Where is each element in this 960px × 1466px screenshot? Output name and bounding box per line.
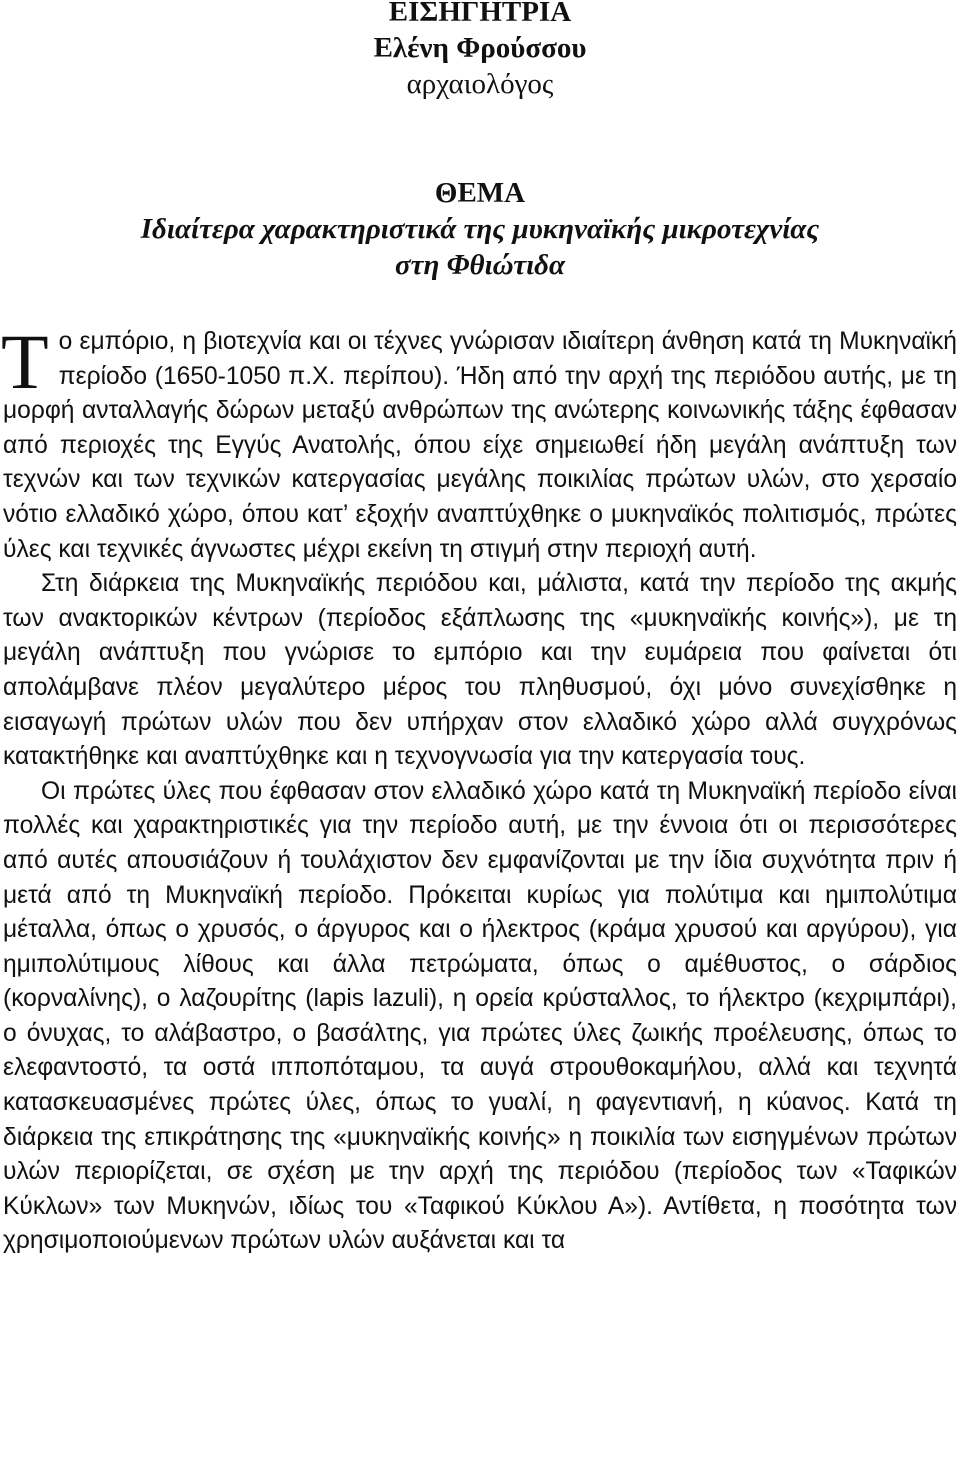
topic-title-line1: Ιδιαίτερα χαρακτηριστικά της μυκηναϊκής μικροτεχνίας	[140, 213, 820, 245]
topic-title-line2: στη Φθιώτιδα	[394, 249, 566, 281]
topic-label: ΘΕΜΑ	[434, 177, 526, 209]
paragraph-3: Οι πρώτες ύλες που έφθασαν στον ελλαδικό χώρο κατά τη Μυκηναϊκή περίοδο είναι πολλές και χαρακτηριστικές για την περίοδο αυτή, με την έννοια ότι οι περισσότερες από αυτές απουσιάζουν ή τουλάχιστον δεν εμφανίζονται με την ίδια συχνότητα πριν ή μετά από τη Μυκηναϊκή περίοδο. Πρόκειται κυρίως για πολύτιμα και ημιπολύτιμα μέταλλα, όπως ο χρυσός, ο άργυρος και ο ήλεκτρος (κράμα χρυσού και αργύρου), για ημιπολύτιμους λίθους και άλλα πετρώματα, όπως ο αμέθυστος, ο σάρδιος (κορναλίνης), ο λαζουρίτης (lapis lazuli), η ορεία κρύσταλλος, το ήλεκτρο (κεχριμπάρι), ο όνυχας, το αλάβαστρο, ο βασάλτης, για πρώτες ύλες ζωικής προέλευσης, όπως το ελεφαντοστό, τα οστά ιπποπόταμου, τα αυγά στρουθοκαμήλου, αλλά και τεχνητά κατασκευασμένες πρώτες ύλες, όπως το γυαλί, η φαγεντιανή, η κύανος. Κατά τη διάρκεια της επικράτησης της «μυκηναϊκής κοινής» η ποικιλία των εισηγμένων πρώτων υλών περιορίζεται, σε σχέση με την αρχή της περιόδου (περίοδος των «Ταφικών Κύκλων» των Μυκηνών, ιδίως του «Ταφικού Κύκλου Α»). Αντίθετα, η ποσότητα των χρησιμοποιούμενων πρώτων υλών αυξάνεται και τα	[3, 777, 957, 1255]
presenter-name: Ελένη Φρούσσου	[373, 32, 587, 64]
presenter-title: αρχαιολόγος	[406, 68, 554, 100]
presenter-role: ΕΙΣΗΓΗΤΡΙΑ	[388, 0, 572, 28]
presenter-block	[0, 0, 960, 102]
paragraph-1	[1, 318, 957, 567]
paragraph-2: Στη διάρκεια της Μυκηναϊκής περιόδου και, μάλιστα, κατά την περίοδο της ακμής των ανακτορικών κέντρων (περίοδος εξάπλωσης της «μυκηναϊκής κοινής»), με τη μεγάλη ανάπτυξη που γνώρισε το εμπόριο και την ευμάρεια που φαίνεται ότι απολάμβανε πλέον μεγαλύτερο μέρος του πληθυσμού, όχι μόνο συνεχίσθηκε η εισαγωγή πρώτων υλών που δεν υπήρχαν στον ελλαδικό χώρο αλλά συγχρόνως κατακτήθηκε και αναπτύχθηκε και η τεχνογνωσία για την κατεργασία τους.	[3, 570, 957, 771]
paragraph-1-text: ο εμπόριο, η βιοτεχνία και οι τέχνες γνώρισαν ιδιαίτερη άνθηση κατά τη Μυκηναϊκή περίοδο (1650-1050 π.Χ. περίπου). Ήδη από την αρχή της περιόδου αυτής, με τη μορφή ανταλλαγής δώρων μεταξύ ανθρώπων της ανώτερης κοινωνικής τάξης έφθασαν από περιοχές της Εγγύς Ανατολής, όπου είχε σημειωθεί ήδη μεγάλη ανάπτυξη των τεχνών και των τεχνικών κατεργασίας μεγάλης ποικιλίας πρώτων υλών, στο χερσαίο νότιο ελλαδικό χώρο, όπου κατ’ εξοχήν αναπτύχθηκε ο μυκηναϊκός πολιτισμός, πρώτες ύλες και τεχνικές άγνωστες μέχρι εκείνη τη στιγμή στην περιοχή αυτή.	[3, 328, 957, 563]
topic-block	[0, 175, 960, 283]
article-body	[1, 318, 957, 1259]
drop-cap: Τ	[1, 318, 49, 405]
